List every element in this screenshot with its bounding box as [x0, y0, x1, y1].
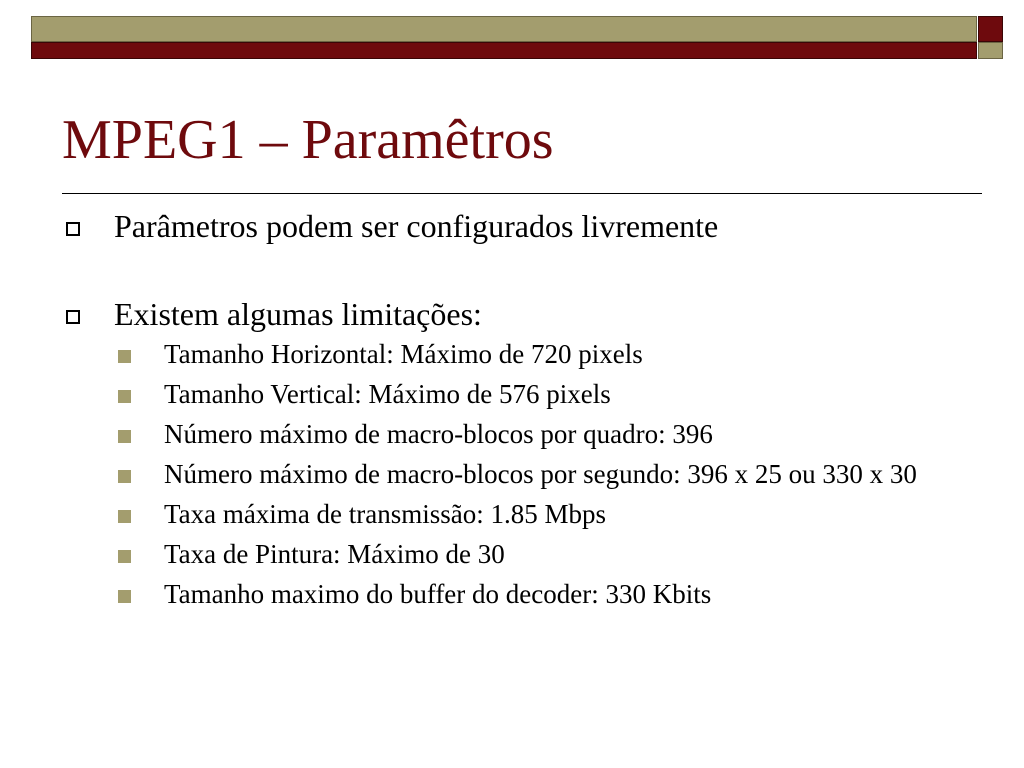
filled-square-bullet-icon	[118, 430, 131, 443]
sub-bullet-item	[62, 414, 962, 454]
sub-bullet-text: Tamanho maximo do buffer do decoder: 330 Kbits	[164, 579, 712, 609]
title-underline	[62, 193, 982, 194]
sub-bullet-item	[62, 374, 962, 414]
sub-bullet-item	[62, 574, 962, 614]
filled-square-bullet-icon	[118, 510, 131, 523]
banner-olive-square	[978, 42, 1003, 59]
banner-maroon-band	[31, 42, 977, 59]
hollow-square-bullet-icon	[66, 222, 80, 236]
filled-square-bullet-icon	[118, 590, 131, 603]
banner-maroon-square	[978, 16, 1003, 42]
header-banner	[0, 0, 1024, 64]
sub-bullet-item	[62, 454, 962, 494]
sub-bullet-item	[62, 534, 962, 574]
bullet-item	[62, 294, 962, 334]
sub-bullet-text: Tamanho Horizontal: Máximo de 720 pixels	[164, 339, 643, 369]
hollow-square-bullet-icon	[66, 310, 80, 324]
sub-bullet-text: Número máximo de macro-blocos por quadro: 396	[164, 419, 713, 449]
slide-title: MPEG1 – Paramêtros	[62, 109, 554, 171]
filled-square-bullet-icon	[118, 390, 131, 403]
sub-bullet-text: Taxa máxima de transmissão: 1.85 Mbps	[164, 499, 607, 529]
sub-bullet-item	[62, 334, 962, 374]
bullet-text: Existem algumas limitações:	[114, 296, 482, 332]
sub-bullet-list	[62, 334, 962, 614]
sub-bullet-text: Número máximo de macro-blocos por segundo: 396 x 25 ou 330 x 30	[164, 459, 917, 489]
filled-square-bullet-icon	[118, 470, 131, 483]
banner-olive-band	[31, 16, 977, 42]
filled-square-bullet-icon	[118, 550, 131, 563]
sub-bullet-text: Tamanho Vertical: Máximo de 576 pixels	[164, 379, 611, 409]
bullet-item	[62, 206, 962, 246]
bullet-text: Parâmetros podem ser configurados livremente	[114, 208, 719, 244]
sub-bullet-text: Taxa de Pintura: Máximo de 30	[164, 539, 505, 569]
filled-square-bullet-icon	[118, 350, 131, 363]
bullet-list	[62, 206, 962, 614]
sub-bullet-item	[62, 494, 962, 534]
